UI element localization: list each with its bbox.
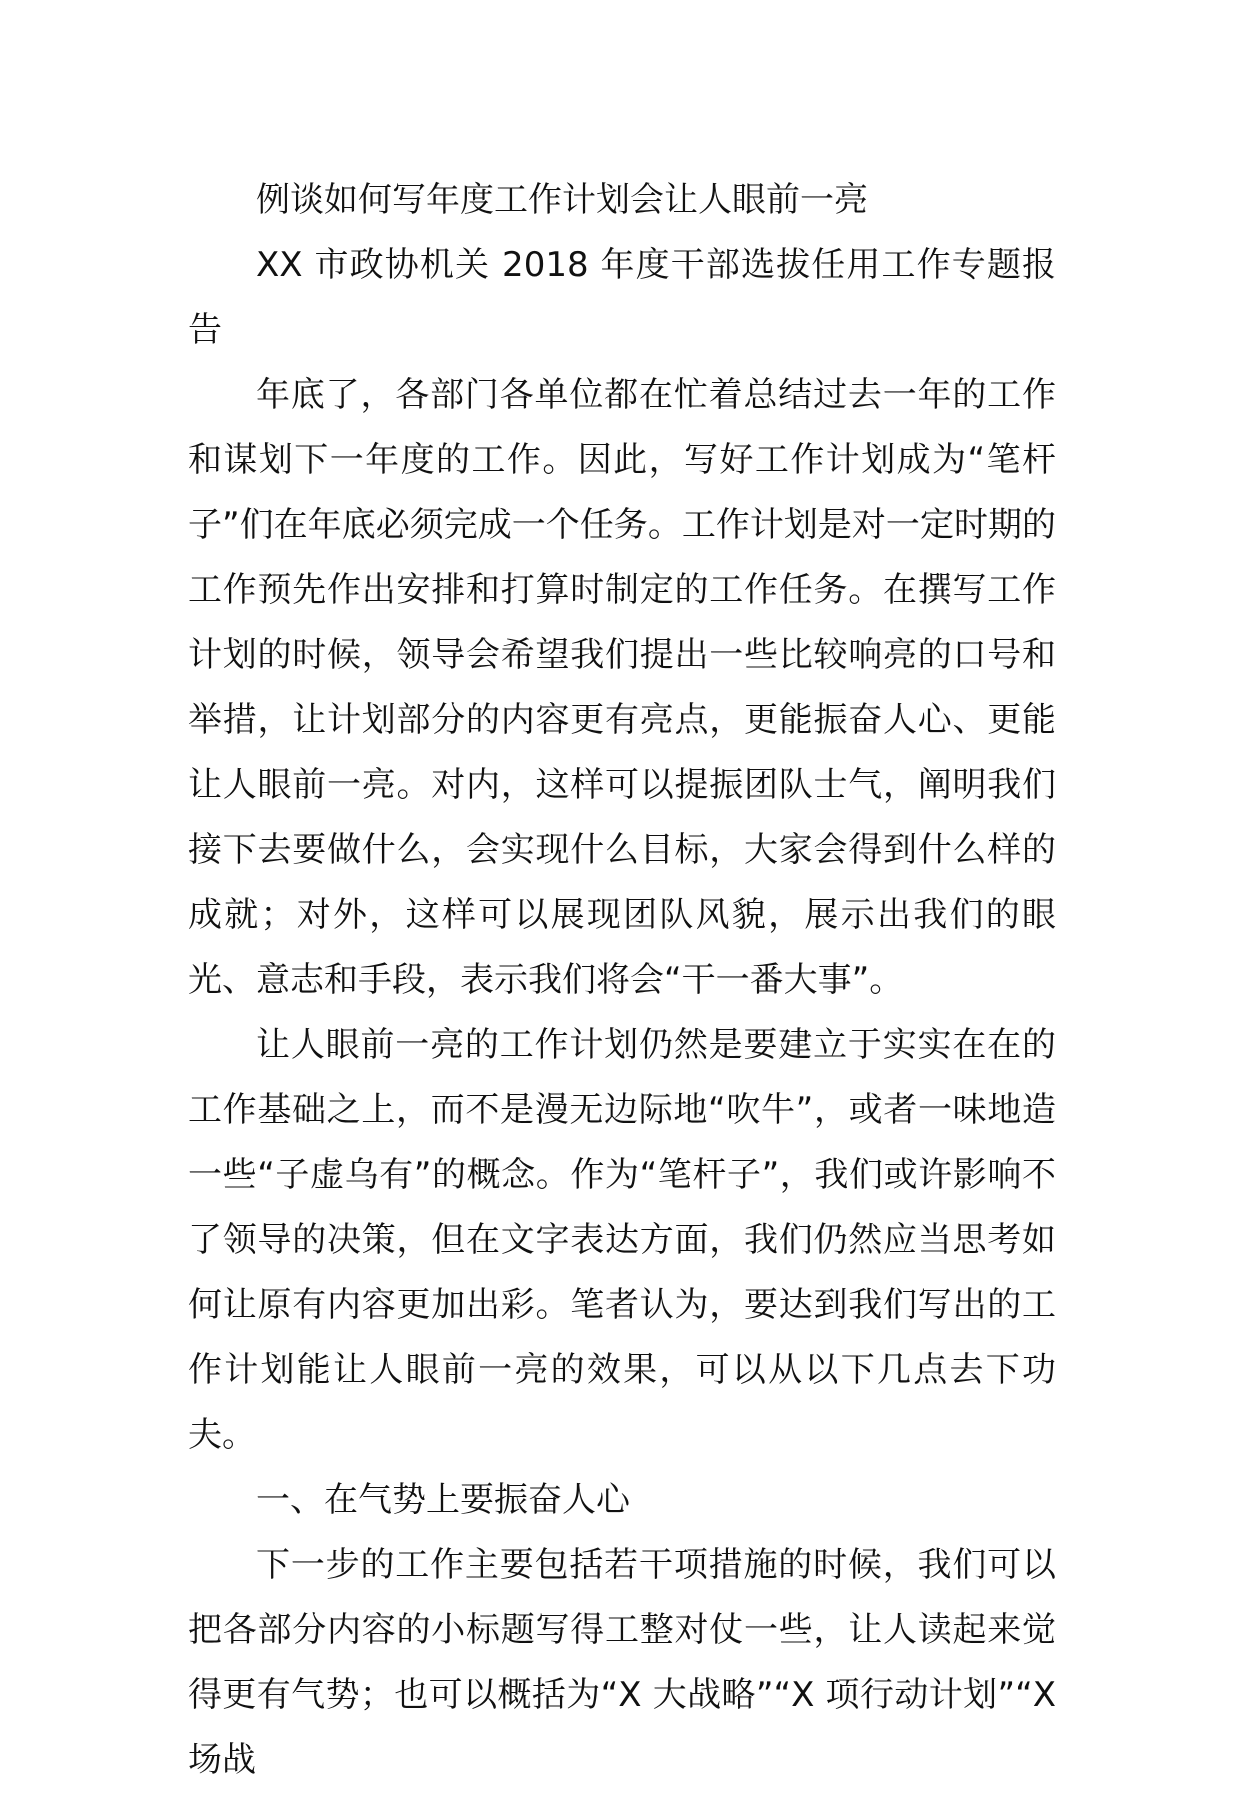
document-subtitle: XX 市政协机关 2018 年度干部选拔任用工作专题报告 bbox=[188, 245, 1056, 350]
document-body bbox=[188, 168, 1056, 1793]
section-paragraph: 下一步的工作主要包括若干项措施的时候，我们可以把各部分内容的小标题写得工整对仗一些，让人读起来觉得更有气势；也可以概括为“X 大战略”“X 项行动计划”“X 场战 bbox=[188, 1545, 1056, 1780]
document-title: 例谈如何写年度工作计划会让人眼前一亮 bbox=[256, 180, 868, 220]
body-paragraph: 年底了，各部门各单位都在忙着总结过去一年的工作和谋划下一年度的工作。因此，写好工作计划成为“笔杆子”们在年底必须完成一个任务。工作计划是对一定时期的工作预先作出安排和打算时制定的工作任务。在撰写工作计划的时候，领导会希望我们提出一些比较响亮的口号和举措，让计划部分的内容更有亮点，更能振奋人心、更能让人眼前一亮。对内，这样可以提振团队士气，阐明我们接下去要做什么，会实现什么目标，大家会得到什么样的成就；对外，这样可以展现团队风貌，展示出我们的眼光、意志和手段，表示我们将会“干一番大事”。 bbox=[188, 375, 1056, 1000]
body-paragraph: 让人眼前一亮的工作计划仍然是要建立于实实在在的工作基础之上，而不是漫无边际地“吹牛”，或者一味地造一些“子虚乌有”的概念。作为“笔杆子”，我们或许影响不了领导的决策，但在文字表达方面，我们仍然应当思考如何让原有内容更加出彩。笔者认为，要达到我们写出的工作计划能让人眼前一亮的效果，可以从以下几点去下功夫。 bbox=[188, 1025, 1056, 1455]
section-heading: 一、在气势上要振奋人心 bbox=[256, 1480, 630, 1520]
